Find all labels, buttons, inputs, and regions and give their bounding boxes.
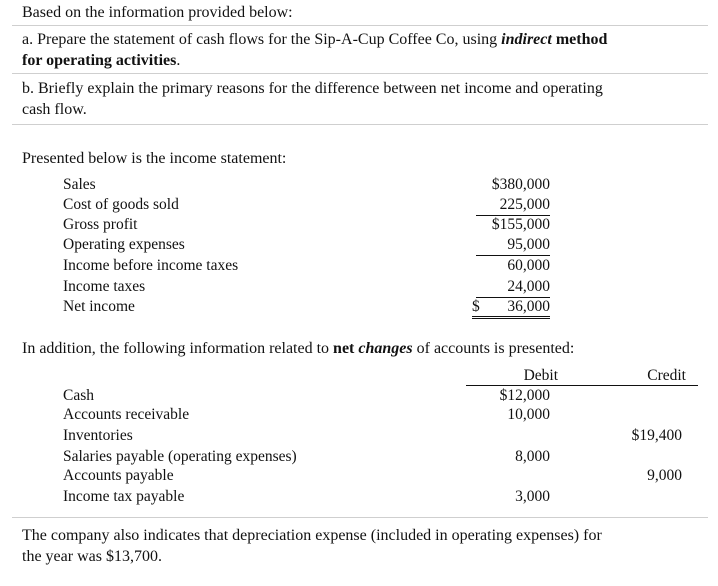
changes-row-credit: 9,000: [647, 467, 682, 484]
net-income-amount-cell: [472, 297, 550, 319]
changes-row-debit: 3,000: [515, 488, 550, 505]
changes-row-label: Inventories: [63, 427, 133, 444]
income-row-amount: $155,000: [491, 216, 550, 233]
income-row-amount: 24,000: [476, 277, 550, 298]
income-row-label: Income taxes: [63, 278, 146, 295]
divider: [12, 517, 708, 518]
changes-row-label: Income tax payable: [63, 488, 185, 505]
income-row-label: Cost of goods sold: [63, 196, 179, 213]
changes-row-debit: 8,000: [515, 448, 550, 465]
income-row-amount: 60,000: [507, 257, 550, 274]
divider: [12, 124, 708, 125]
depreciation-note-line1: The company also indicates that depreciation expense (included in operating expenses) for: [22, 527, 602, 544]
income-row-amount: 36,000: [507, 298, 550, 315]
debit-header: Debit: [466, 366, 592, 386]
question-a-line2: for operating activities.: [22, 52, 181, 69]
changes-row-debit: 10,000: [507, 406, 550, 423]
divider: [12, 73, 708, 74]
divider: [12, 25, 708, 26]
income-row-amount: 95,000: [476, 235, 550, 256]
changes-row-label: Accounts payable: [63, 467, 174, 484]
changes-intro: In addition, the following information related to net changes of accounts is presented:: [22, 340, 575, 357]
question-b-line1: b. Briefly explain the primary reasons for the difference between net income and operating: [22, 80, 603, 97]
changes-row-debit: $12,000: [499, 387, 550, 404]
income-row-label: Operating expenses: [63, 236, 185, 253]
income-row-amount: $380,000: [491, 176, 550, 193]
income-statement-intro: Presented below is the income statement:: [22, 150, 287, 167]
depreciation-note-line2: the year was $13,700.: [22, 548, 162, 565]
income-row-label: Gross profit: [63, 216, 138, 233]
income-row-amount: 225,000: [476, 195, 550, 216]
changes-row-credit: $19,400: [631, 427, 682, 444]
changes-row-label: Salaries payable (operating expenses): [63, 448, 297, 465]
income-row-label: Net income: [63, 298, 135, 315]
question-b-line2: cash flow.: [22, 101, 87, 118]
income-row-label: Income before income taxes: [63, 257, 239, 274]
intro-text: Based on the information provided below:: [22, 4, 293, 21]
changes-row-label: Accounts receivable: [63, 406, 190, 423]
dollar-sign: $: [472, 298, 480, 315]
changes-row-label: Cash: [63, 387, 94, 404]
credit-header: Credit: [592, 366, 698, 386]
income-row-label: Sales: [63, 176, 96, 193]
question-a-line1: a. Prepare the statement of cash flows for the Sip-A-Cup Coffee Co, using indirect method: [22, 31, 608, 48]
